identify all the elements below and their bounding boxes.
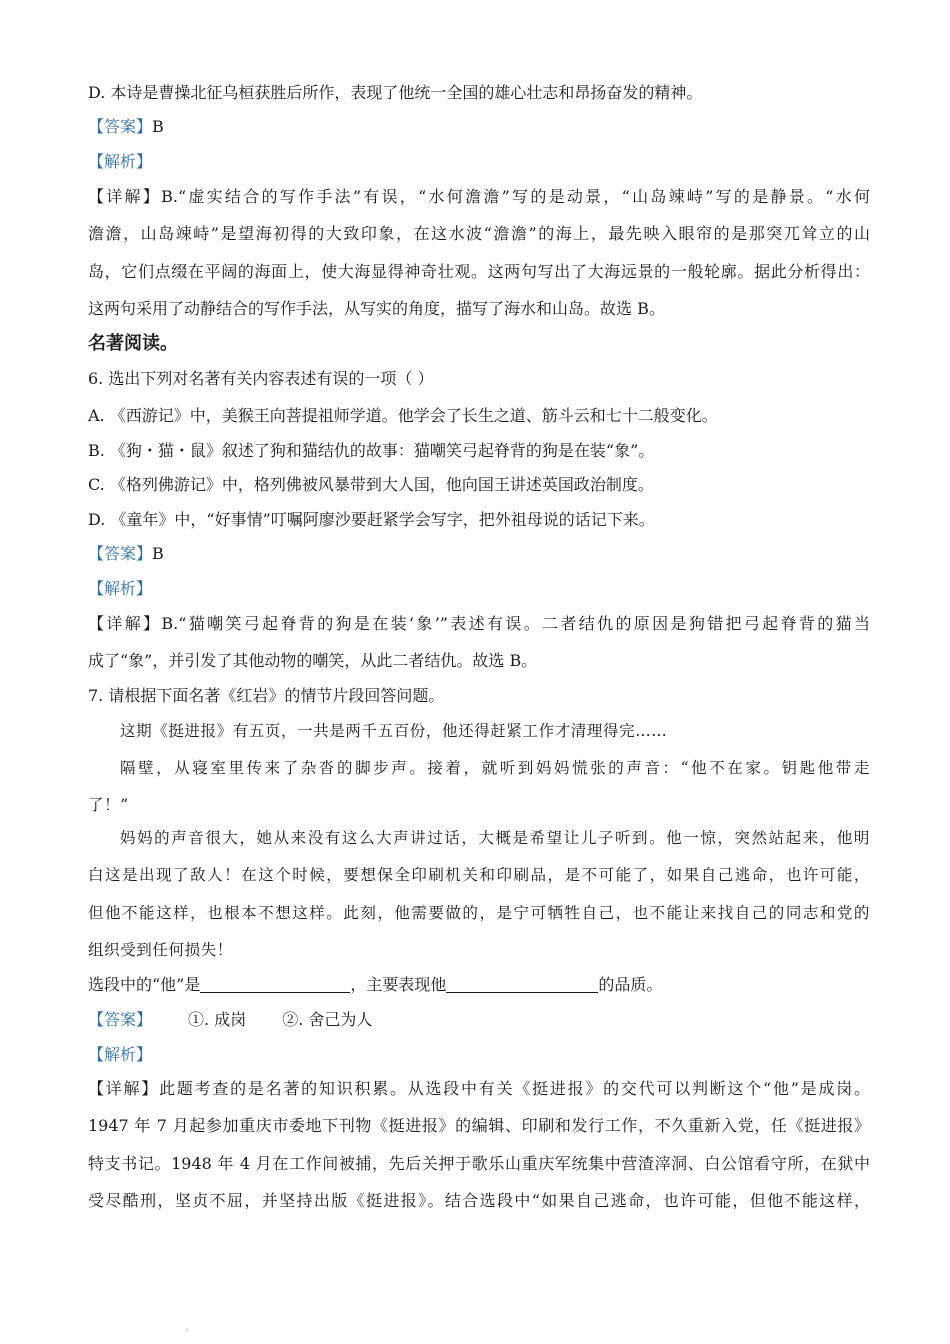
q5-detail-line: 岛，它们点缀在平阔的海面上，使大海显得神奇壮观。这两句写出了大海远景的一般轮廓。据此分析得出：	[88, 262, 870, 281]
q7-detail-line: 特支书记。1948 年 4 月在工作间被捕，先后关押于歌乐山重庆军统集中营渣滓洞、白公馆看守所，在狱中	[88, 1154, 870, 1173]
q5-analysis-tag	[88, 152, 870, 172]
q6-option-b: B. 《狗・猫・鼠》叙述了狗和猫结仇的故事：猫嘲笑弓起脊背的狗是在装“象”。	[88, 441, 655, 460]
q5-answer	[88, 117, 870, 137]
analysis-tag: 【解析】	[88, 152, 153, 171]
q7-passage-line: 但他不能这样，也根本不想这样。此刻，他需要做的，是宁可牺牲自己，也不能让来找自己的同志和党的	[88, 904, 870, 922]
q7-passage-line: 妈妈的声音很大，她从来没有这么大声讲过话，大概是希望让儿子听到。他一惊，突然站起来，他明	[120, 829, 870, 847]
q5-option-d: D. 本诗是曹操北征乌桓获胜后所作，表现了他统一全国的雄心壮志和昂扬奋发的精神。	[88, 83, 703, 102]
q5-detail-line	[88, 187, 870, 207]
detail-tag: 【详解】	[88, 614, 162, 633]
analysis-tag: 【解析】	[88, 1045, 153, 1064]
q7-passage-line: 白这是出现了敌人！在这个时候，要想保全印刷机关和印刷品，是不可能了，如果自己逃命，也许可能，	[88, 866, 870, 884]
answer-tag: 【答案】	[88, 1010, 153, 1029]
q7-analysis-tag	[88, 1045, 870, 1065]
q6-stem: 6. 选出下列对名著有关内容表述有误的一项（ ）	[88, 369, 434, 388]
q6-answer	[88, 544, 870, 564]
detail-tag: 【详解】	[88, 187, 162, 206]
question-part: 的品质。	[598, 975, 663, 994]
q6-detail-line: 成了“象”，并引发了其他动物的嘲笑，从此二者结仇。故选 B。	[88, 651, 538, 670]
q5-detail-line: 澹澹，山岛竦峙”是望海初得的大致印象，在这水波“澹澹”的海上，最先映入眼帘的是那突兀耸立的山	[88, 224, 870, 243]
q7-passage-line: 了！”	[88, 796, 129, 814]
detail-text: 此题考查的是名著的知识积累。从选段中有关《挺进报》的交代可以判断这个“他”是成岗。	[159, 1079, 870, 1098]
section-heading: 名著阅读。	[88, 333, 178, 354]
answer-value: ①. 成岗	[188, 1010, 247, 1029]
q7-passage-line: 隔壁，从寝室里传来了杂沓的脚步声。接着，就听到妈妈慌张的声音：“他不在家。钥匙他带走	[120, 759, 870, 777]
q7-question	[88, 975, 870, 995]
detail-text: B.“猫嘲笑弓起脊背的狗是在装‘象’”表述有误。二者结仇的原因是狗错把弓起脊背的猫当	[161, 614, 870, 633]
q6-option-c: C. 《格列佛游记》中，格列佛被风暴带到大人国，他向国王讲述英国政治制度。	[88, 475, 654, 494]
answer-blank-2[interactable]	[446, 976, 598, 993]
answer-value: B	[152, 117, 164, 136]
q6-option-a: A. 《西游记》中，美猴王向菩提祖师学道。他学会了长生之道、筋斗云和七十二般变化。	[88, 406, 718, 425]
answer-tag: 【答案】	[88, 117, 153, 136]
q7-answer	[88, 1010, 870, 1030]
q7-detail-line: 受尽酷刑，坚贞不屈，并坚持出版《挺进报》。结合选段中“如果自己逃命，也许可能，但他不能这样，	[88, 1191, 870, 1210]
q7-detail-line	[88, 1079, 870, 1099]
q6-option-d: D. 《童年》中，“好事情”叮嘱阿廖沙要赶紧学会写字，把外祖母说的话记下来。	[88, 510, 655, 529]
analysis-tag: 【解析】	[88, 579, 153, 598]
q7-detail-line: 1947 年 7 月起参加重庆市委地下刊物《挺进报》的编辑、印刷和发行工作，不久重新入党，任《挺进报》	[88, 1116, 870, 1135]
q5-detail-line: 这两句采用了动静结合的写作手法，从写实的角度，描写了海水和山岛。故选 B。	[88, 299, 665, 318]
answer-tag: 【答案】	[88, 544, 153, 563]
detail-tag: 【详解】	[88, 1079, 160, 1098]
answer-value: B	[152, 544, 164, 563]
q7-passage-line: 这期《挺进报》有五页，一共是两千五百份，他还得赶紧工作才清理得完……	[120, 722, 668, 740]
question-part: 选段中的“他”是	[88, 975, 201, 994]
answer-blank-1[interactable]	[200, 976, 350, 993]
q6-analysis-tag	[88, 579, 870, 599]
q7-passage-line: 组织受到任何损失！	[88, 941, 233, 959]
q6-detail-line	[88, 614, 870, 634]
detail-text: B.“虚实结合的写作手法”有误，“水何澹澹”写的是动景，“山岛竦峙”写的是静景。“水何	[161, 187, 870, 206]
answer-value: ②. 舍己为人	[282, 1010, 373, 1029]
question-part: ，主要表现他	[350, 975, 447, 994]
page-mark	[185, 1328, 189, 1332]
q7-stem: 7. 请根据下面名著《红岩》的情节片段回答问题。	[88, 686, 445, 705]
